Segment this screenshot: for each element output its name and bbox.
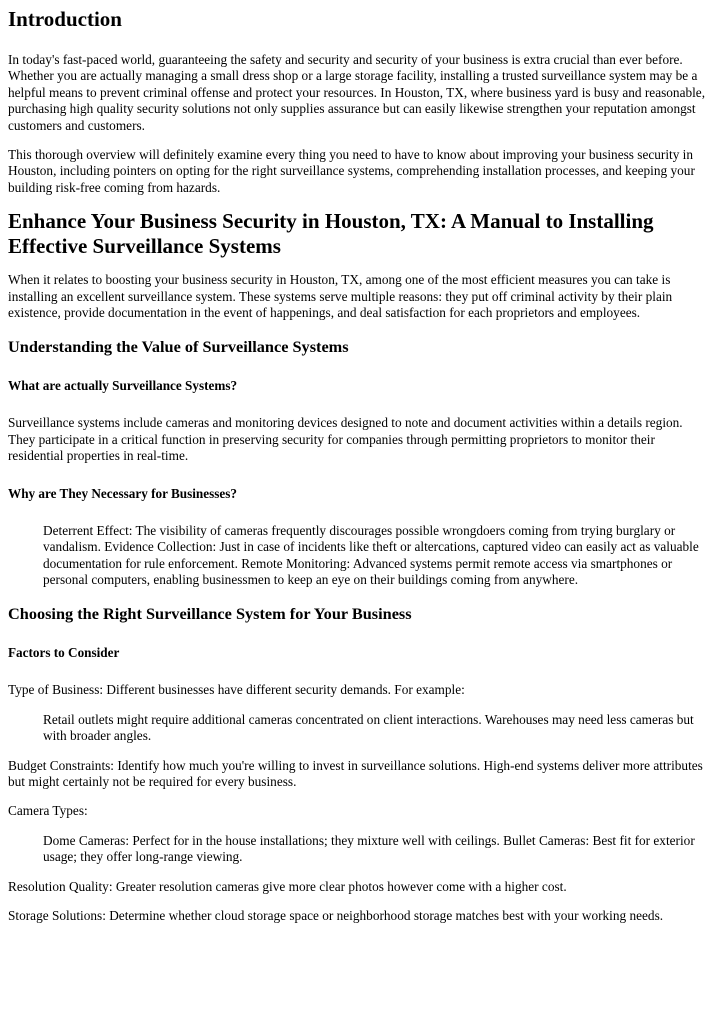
why-heading: Why are They Necessary for Businesses? (8, 485, 237, 501)
intro-paragraph-1: In today's fast-paced world, guaranteeing the safety and security and security of your business is extra crucial than ever before. Whether you are actually managing a small dress shop or a large storage facility, installing a trusted surveillance system may be a helpful means to prevent criminal offense and protect your resources. In Houston, TX, where business yard is busy and reasonable, purchasing high quality security solutions not only supplies assurance but can easily likewise strengthen your reputation amongst customers and customers. (8, 52, 706, 133)
factors-heading: Factors to Consider (8, 645, 120, 661)
resolution-paragraph: Resolution Quality: Greater resolution cameras give more clear photos however come with a higher cost. (8, 878, 567, 894)
main-heading: Enhance Your Business Security in Houston, TX: A Manual to Installing Effective Surveillance Systems (8, 209, 654, 259)
what-heading: What are actually Surveillance Systems? (8, 378, 238, 394)
budget-paragraph: Budget Constraints: Identify how much you're willing to invest in surveillance solutions. High-end systems deliver more attributes but might certainly not be required for every business. (8, 757, 703, 789)
article (0, 6, 720, 924)
camera-quote: Dome Cameras: Perfect for in the house installations; they mixture well with ceilings. Bullet Cameras: Best fit for exterior usage; they offer long-range viewing. (43, 832, 695, 865)
choosing-heading: Choosing the Right Surveillance System for Your Business (8, 604, 412, 624)
type-quote: Retail outlets might require additional cameras concentrated on client interactions. Warehouses may need less cameras but with broader angles. (43, 711, 694, 744)
type-paragraph: Type of Business: Different businesses have different security demands. For example: (8, 682, 465, 698)
why-quote: Deterrent Effect: The visibility of cameras frequently discourages possible wrongdoers coming from trying burglary or vandalism. Evidence Collection: Just in case of incidents like theft or altercations, captured video can easily act as valuable documentation for rule enforcement. Remote Monitoring: Advanced systems permit remote access via smartphones or personal computers, enabling businessmen to keep an eye on their buildings coming from anywhere. (43, 522, 699, 587)
what-paragraph: Surveillance systems include cameras and monitoring devices designed to note and document activities within a details region. They participate in a critical function in preserving security for companies through permitting proprietors to monitor their residential properties in real-time. (8, 415, 683, 464)
intro-paragraph-2: This thorough overview will definitely examine every thing you need to have to know about improving your business security in Houston, including pointers on opting for the right surveillance systems, comprehending installation processes, and keeping your building risk-free coming from hazards. (8, 147, 695, 195)
main-paragraph: When it relates to boosting your business security in Houston, TX, among one of the most efficient measures you can take is installing an excellent surveillance system. These systems serve multiple reasons: they put off criminal activity by their plain existence, provide documentation in the event of happenings, and deal satisfaction for each proprietors and employees. (8, 272, 673, 321)
intro-heading: Introduction (8, 7, 122, 31)
understanding-heading: Understanding the Value of Surveillance Systems (8, 337, 349, 357)
camera-types-paragraph: Camera Types: (8, 803, 88, 819)
storage-paragraph: Storage Solutions: Determine whether cloud storage space or neighborhood storage matches best with your working needs. (8, 907, 664, 923)
